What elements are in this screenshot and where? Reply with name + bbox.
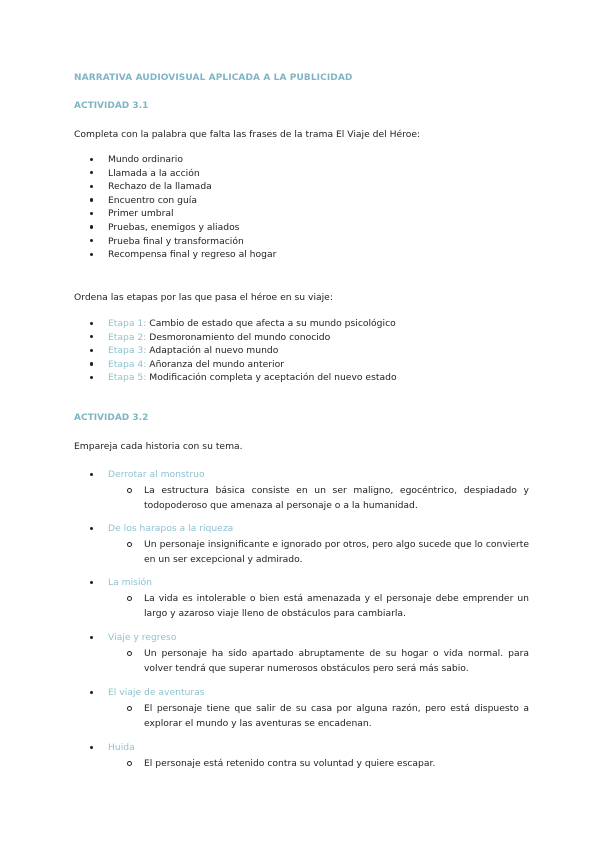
theme-item <box>74 686 534 731</box>
stage-item: Etapa 4: Añoranza del mundo anterior <box>74 358 397 372</box>
bullet-icon <box>90 691 93 694</box>
theme-item <box>74 741 534 771</box>
circle-bullet-icon <box>127 761 132 766</box>
bullet-icon <box>90 349 93 352</box>
stages-list <box>74 317 397 385</box>
theme-name: El viaje de aventuras <box>74 686 534 700</box>
bullet-icon <box>90 171 93 174</box>
bullet-icon <box>90 198 93 201</box>
stage-item: Etapa 1: Cambio de estado que afecta a su mundo psicológico <box>74 317 397 331</box>
theme-description: El personaje está retenido contra su voluntad y quiere escapar. <box>144 756 529 771</box>
bullet-icon <box>90 225 93 228</box>
theme-description: Un personaje ha sido apartado abruptamente de su hogar o vida normal. para volver tendrá que superar numerosos obstáculos pero será más sabio. <box>144 646 529 676</box>
bullet-icon <box>90 335 93 338</box>
theme-name: De los harapos a la riqueza <box>74 522 534 536</box>
activity-3-1-intro-2: Ordena las etapas por las que pasa el héroe en su viaje: <box>74 292 333 303</box>
bullet-icon <box>90 636 93 639</box>
list-item: Prueba final y transformación <box>74 235 276 249</box>
theme-name: La misión <box>74 576 534 590</box>
bullet-icon <box>90 527 93 530</box>
bullet-icon <box>90 473 93 476</box>
theme-item <box>74 631 534 676</box>
list-item: Mundo ordinario <box>74 153 276 167</box>
list-item: Rechazo de la llamada <box>74 180 276 194</box>
bullet-icon <box>90 239 93 242</box>
hero-journey-list <box>74 153 276 262</box>
bullet-icon <box>90 376 93 379</box>
theme-description: Un personaje insignificante e ignorado por otros, pero algo sucede que lo convierte en un ser excepcional y admirado. <box>144 537 529 567</box>
circle-bullet-icon <box>127 596 132 601</box>
list-item: Llamada a la acción <box>74 167 276 181</box>
theme-description: La vida es intolerable o bien está amenazada y el personaje debe emprender un largo y azaroso viaje lleno de obstáculos para cambiarla. <box>144 591 529 621</box>
theme-name: Viaje y regreso <box>74 631 534 645</box>
bullet-icon <box>90 362 93 365</box>
circle-bullet-icon <box>127 706 132 711</box>
list-item: Pruebas, enemigos y aliados <box>74 221 276 235</box>
activity-3-1-intro: Completa con la palabra que falta las frases de la trama El Viaje del Héroe: <box>74 129 421 140</box>
theme-item <box>74 576 534 621</box>
document-title: NARRATIVA AUDIOVISUAL APLICADA A LA PUBLICIDAD <box>74 73 353 83</box>
theme-name: Huida <box>74 741 534 755</box>
stage-item: Etapa 3: Adaptación al nuevo mundo <box>74 344 397 358</box>
bullet-icon <box>90 581 93 584</box>
bullet-icon <box>90 322 93 325</box>
list-item: Encuentro con guía <box>74 194 276 208</box>
bullet-icon <box>90 158 93 161</box>
bullet-icon <box>90 253 93 256</box>
theme-description: El personaje tiene que salir de su casa por alguna razón, pero está dispuesto a explorar el mundo y las aventuras se encadenan. <box>144 701 529 731</box>
theme-item <box>74 522 534 567</box>
circle-bullet-icon <box>127 542 132 547</box>
bullet-icon <box>90 185 93 188</box>
bullet-icon <box>90 212 93 215</box>
stage-item: Etapa 2: Desmoronamiento del mundo conocido <box>74 331 397 345</box>
stage-item: Etapa 5: Modificación completa y aceptación del nuevo estado <box>74 371 397 385</box>
bullet-icon <box>90 746 93 749</box>
circle-bullet-icon <box>127 488 132 493</box>
theme-item <box>74 468 534 513</box>
list-item: Recompensa final y regreso al hogar <box>74 248 276 262</box>
activity-3-2-intro: Empareja cada historia con su tema. <box>74 441 243 452</box>
activity-3-2-heading: ACTIVIDAD 3.2 <box>74 413 149 423</box>
theme-name: Derrotar al monstruo <box>74 468 534 482</box>
list-item: Primer umbral <box>74 207 276 221</box>
theme-description: La estructura básica consiste en un ser maligno, egocéntrico, despiadado y todopoderoso que amenaza al personaje o a la humanidad. <box>144 483 529 513</box>
circle-bullet-icon <box>127 651 132 656</box>
activity-3-1-heading: ACTIVIDAD 3.1 <box>74 101 149 111</box>
